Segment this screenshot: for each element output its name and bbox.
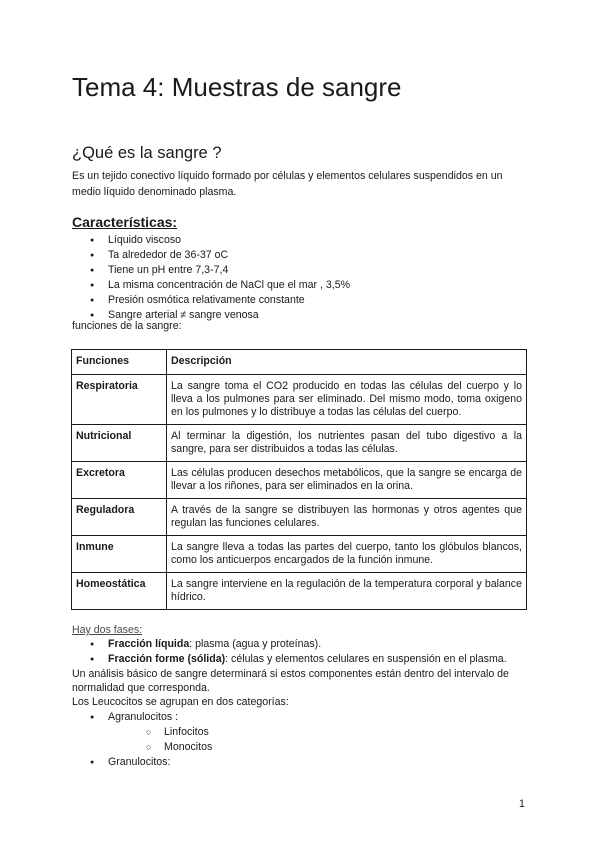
- characteristics-list: [72, 233, 350, 323]
- list-item: [72, 652, 507, 667]
- table-header-row: [72, 350, 527, 375]
- table-row: [72, 462, 527, 499]
- function-description: Las células producen desechos metabólicos, que la sangre se encarga de llevar a los riñones, para ser eliminados en la orina.: [167, 462, 527, 499]
- column-header-functions: Funciones: [72, 350, 167, 375]
- function-description: A través de la sangre se distribuyen las hormonas y otros agentes que regulan las funciones celulares.: [167, 499, 527, 536]
- intro-paragraph: Es un tejido conectivo líquido formado por células y elementos celulares suspendidos en un medio líquido denominado plasma.: [72, 170, 503, 198]
- function-description: La sangre lleva a todas las partes del cuerpo, tanto los glóbulos blancos, como los anticuerpos encargados de la función inmune.: [167, 536, 527, 573]
- section-heading: ¿Qué es la sangre ?: [72, 144, 222, 162]
- table-row: [72, 573, 527, 610]
- function-name: Inmune: [72, 536, 167, 573]
- table-row: [72, 425, 527, 462]
- category-label: Granulocitos:: [108, 756, 171, 768]
- phase-detail: : plasma (agua y proteínas).: [189, 638, 322, 650]
- function-description: La sangre interviene en la regulación de la temperatura corporal y balance hídrico.: [167, 573, 527, 610]
- table-row: [72, 375, 527, 425]
- function-name: Homeostática: [72, 573, 167, 610]
- function-description: La sangre toma el CO2 producido en todas las células del cuerpo y lo lleva a los pulmones para ser eliminado. Del mismo modo, toma oxigeno en los pulmones y lo distribuye a todas las células del cuerpo.: [167, 375, 527, 425]
- function-description: Al terminar la digestión, los nutrientes pasan del tubo digestivo a la sangre, para ser distribuidos a todas las células.: [167, 425, 527, 462]
- category-label: Agranulocitos :: [108, 711, 179, 723]
- list-item: ● La misma concentración de NaCl que el mar , 3,5%: [72, 278, 350, 293]
- leucocytes-intro: Los Leucocitos se agrupan en dos categorías:: [72, 696, 289, 708]
- function-name: Nutricional: [72, 425, 167, 462]
- list-item: [72, 637, 507, 652]
- table-row: [72, 536, 527, 573]
- table-row: [72, 499, 527, 536]
- function-name: Excretora: [72, 462, 167, 499]
- phase-name: Fracción líquida: [108, 638, 190, 650]
- phase-detail: : células y elementos celulares en suspensión en el plasma.: [225, 653, 507, 665]
- page-number: 1: [519, 798, 525, 810]
- phases-label: Hay dos fases:: [72, 624, 143, 636]
- sub-list: [108, 725, 212, 755]
- list-item: ● Tiene un pH entre 7,3-7,4: [72, 263, 350, 278]
- sub-list-item: ○ Monocitos: [108, 740, 212, 755]
- function-name: Reguladora: [72, 499, 167, 536]
- list-item: ● Presión osmótica relativamente constante: [72, 293, 350, 308]
- function-name: Respiratoria: [72, 375, 167, 425]
- functions-label: funciones de la sangre:: [72, 320, 182, 332]
- analysis-paragraph: Un análisis básico de sangre determinará si estos componentes están dentro del intervalo de normalidad que corresponda.: [72, 668, 509, 694]
- list-item: [72, 755, 212, 770]
- leucocytes-list: [72, 710, 212, 770]
- page-title: Tema 4: Muestras de sangre: [72, 72, 402, 102]
- column-header-description: Descripción: [167, 350, 527, 375]
- list-item: ● Líquido viscoso: [72, 233, 350, 248]
- characteristics-heading: Características:: [72, 214, 178, 230]
- list-item: ● Ta alrededor de 36-37 oC: [72, 248, 350, 263]
- list-item: [72, 710, 212, 755]
- functions-table: [71, 349, 527, 610]
- sub-list-item: ○ Linfocitos: [108, 725, 212, 740]
- list-item: ● Sangre arterial ≠ sangre venosa: [72, 308, 350, 323]
- phases-list: [72, 637, 507, 667]
- phase-name: Fracción forme (sólida): [108, 653, 226, 665]
